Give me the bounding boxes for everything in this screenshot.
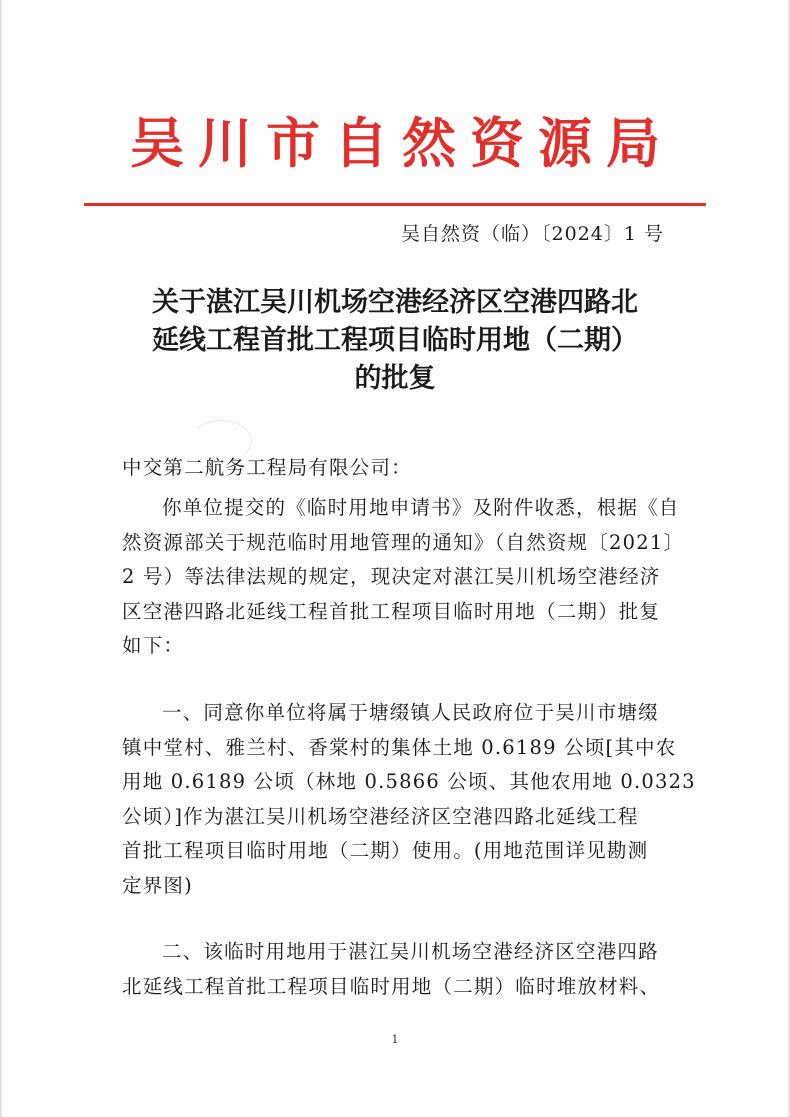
paragraph-basis (122, 491, 685, 664)
paragraph-line: 二、该临时用地用于湛江吴川机场空港经济区空港四路 (162, 940, 659, 963)
paragraph-line: 首批工程项目临时用地（二期）使用。(用地范围详见勘测 (122, 839, 649, 862)
page-number: 1 (391, 1033, 399, 1046)
letterhead-red-rule (84, 203, 706, 206)
paragraph-line: 你单位提交的《临时用地申请书》及附件收悉，根据《自 (162, 496, 680, 519)
addressee: 中交第二航务工程局有限公司： (122, 456, 412, 479)
paragraph-line: 如下： (122, 634, 185, 657)
paragraph-line: 定界图) (122, 873, 193, 897)
paragraph-line: 镇中堂村、雅兰村、香棠村的集体土地 0.6189 公顷[其中农 (122, 735, 677, 759)
document-number: 吴自然资（临）〔2024〕1 号 (401, 223, 664, 245)
title-line: 关于湛江吴川机场空港经济区空港四路北 (152, 287, 638, 318)
title-line: 延线工程首批工程项目临时用地（二期） (152, 325, 638, 356)
paragraph-line: 2 号）等法律法规的规定，现决定对湛江吴川机场空港经济 (122, 565, 661, 588)
paragraph-line: 用地 0.6189 公顷（林地 0.5866 公顷、其他农用地 0.0323 (122, 770, 696, 793)
paragraph-item-two (122, 935, 670, 1004)
agency-letterhead: 吴川市自然资源局 (130, 112, 674, 175)
paragraph-line: 区空港四路北延线工程首批工程项目临时用地（二期）批复 (122, 599, 661, 623)
paragraph-line: 一、同意你单位将属于塘缀镇人民政府位于吴川市塘缀 (162, 701, 659, 724)
paragraph-line: 北延线工程首批工程项目临时用地（二期）临时堆放材料、 (122, 974, 661, 998)
document-title (110, 284, 680, 398)
paragraph-line: 然资源部关于规范临时用地管理的通知》（自然资规〔2021〕 (122, 530, 685, 554)
paragraph-line: 公顷）]作为湛江吴川机场空港经济区空港四路北延线工程 (122, 804, 639, 828)
paragraph-item-one (122, 696, 696, 903)
title-line: 的批复 (354, 363, 436, 394)
